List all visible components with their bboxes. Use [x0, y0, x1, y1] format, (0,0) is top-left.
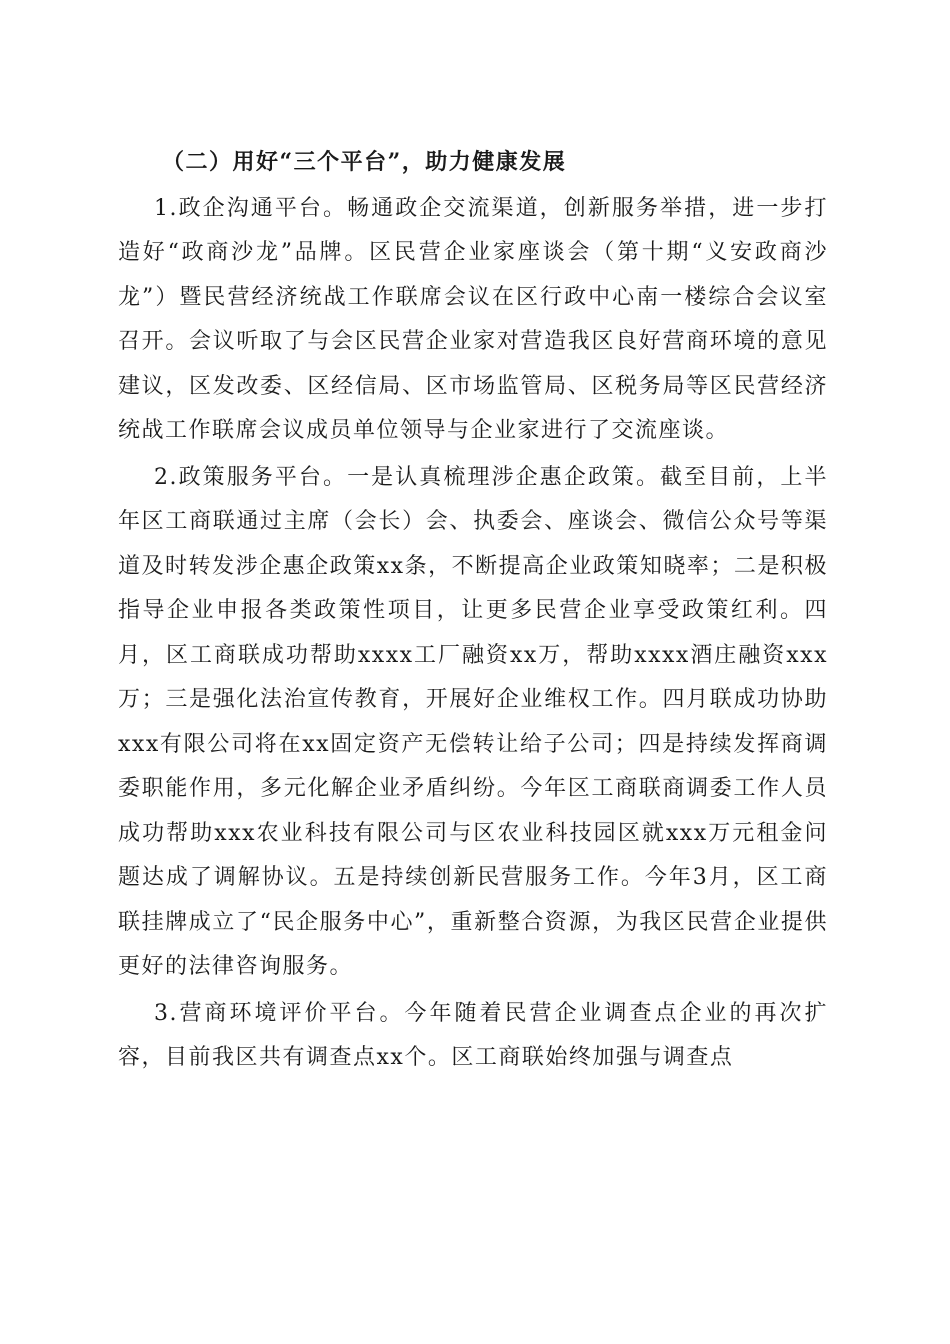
- section-heading: （二）用好“三个平台”，助力健康发展: [162, 149, 567, 175]
- paragraph-1: 1.政企沟通平台。畅通政企交流渠道，创新服务举措，进一步打造好“政商沙龙”品牌。区民营企业家座谈会（第十期“义安政商沙龙”）暨民营经济统战工作联席会议在区行政中心南一楼综合会议室召开。会议听取了与会区民营企业家对营造我区良好营商环境的意见建议，区发改委、区经信局、区市场监管局、区税务局等区民营经济统战工作联席会议成员单位领导与企业家进行了交流座谈。: [118, 195, 828, 443]
- document-body: [118, 140, 828, 1081]
- paragraph-2: 2.政策服务平台。一是认真梳理涉企惠企政策。截至目前，上半年区工商联通过主席（会长）会、执委会、座谈会、微信公众号等渠道及时转发涉企惠企政策xx条，不断提高企业政策知晓率；二是积极指导企业申报各类政策性项目，让更多民营企业享受政策红利。四月，区工商联成功帮助xxxx工厂融资xx万，帮助xxxx酒庄融资xxx万；三是强化法治宣传教育，开展好企业维权工作。四月联成功协助xxx有限公司将在xx固定资产无偿转让给子公司；四是持续发挥商调委职能作用，多元化解企业矛盾纠纷。今年区工商联商调委工作人员成功帮助xxx农业科技有限公司与区农业科技园区就xxx万元租金问题达成了调解协议。五是持续创新民营服务工作。今年3月，区工商联挂牌成立了“民企服务中心”，重新整合资源，为我区民营企业提供更好的法律咨询服务。: [118, 464, 828, 979]
- paragraph-3: 3.营商环境评价平台。今年随着民营企业调查点企业的再次扩容，目前我区共有调查点xx个。区工商联始终加强与调查点: [118, 1000, 828, 1070]
